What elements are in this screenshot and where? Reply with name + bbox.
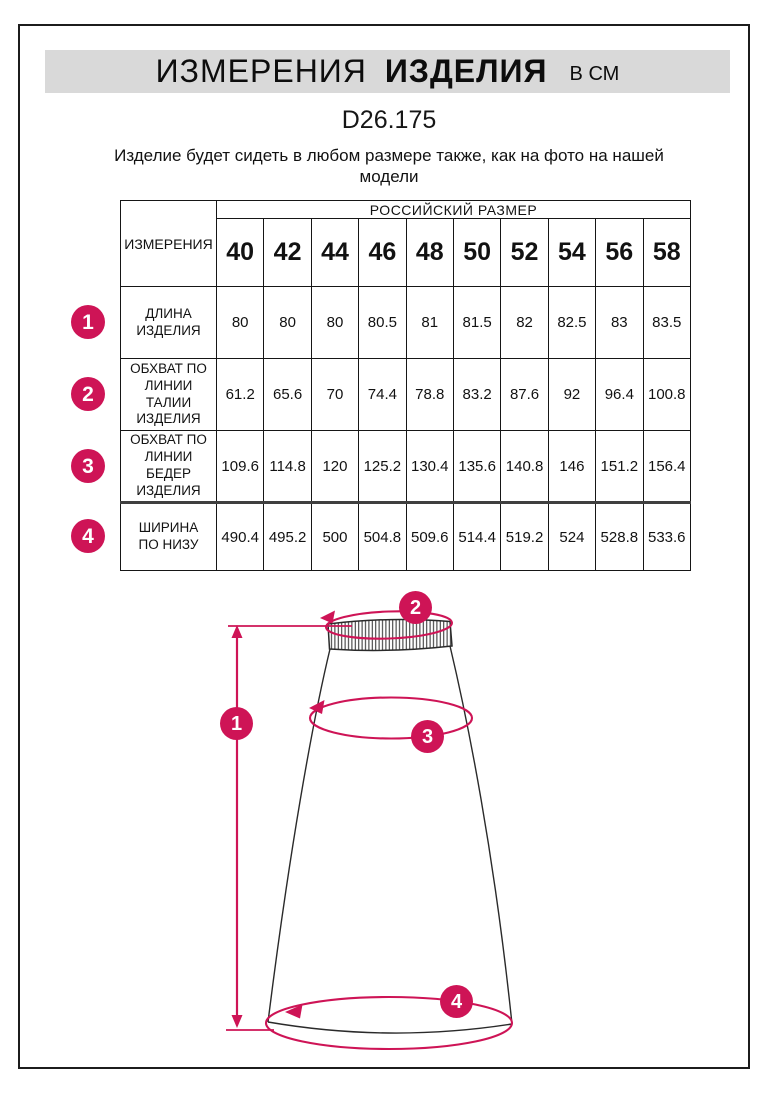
value-cell: 80.5: [359, 287, 406, 359]
row-label: ОБХВАТ ПО ЛИНИИ ТАЛИИ ИЗДЕЛИЯ: [121, 359, 217, 431]
row-badge-3: 3: [71, 449, 105, 483]
value-cell: 130.4: [406, 431, 453, 503]
value-cell: 125.2: [359, 431, 406, 503]
value-cell: 81.5: [453, 287, 500, 359]
corner-label: ИЗМЕРЕНИЯ: [121, 201, 217, 287]
size-header-48: 48: [406, 219, 453, 287]
value-cell: 81: [406, 287, 453, 359]
waistband: [328, 620, 452, 651]
table-row-hips: [121, 431, 691, 503]
hip-measure-ellipse: [310, 698, 472, 739]
value-cell: 82.5: [548, 287, 595, 359]
hem-measure-ellipse: [266, 997, 512, 1049]
value-cell: 109.6: [217, 431, 264, 503]
diagram-badge-3: 3: [411, 720, 444, 753]
value-cell: 524: [548, 503, 595, 571]
value-cell: 114.8: [264, 431, 311, 503]
size-header-42: 42: [264, 219, 311, 287]
value-cell: 80: [264, 287, 311, 359]
page-title-word2: ИЗДЕЛИЯ: [384, 53, 548, 89]
group-header: РОССИЙСКИЙ РАЗМЕР: [217, 201, 691, 219]
value-cell: 80: [311, 287, 358, 359]
value-cell: 519.2: [501, 503, 548, 571]
table-row-bottom-width: [121, 503, 691, 571]
value-cell: 74.4: [359, 359, 406, 431]
value-cell: 80: [217, 287, 264, 359]
value-cell: 78.8: [406, 359, 453, 431]
model-number: D26.175: [341, 106, 437, 134]
value-cell: 100.8: [643, 359, 690, 431]
row-label: ДЛИНА ИЗДЕЛИЯ: [121, 287, 217, 359]
diagram-badge-4: 4: [440, 985, 473, 1018]
value-cell: 83.5: [643, 287, 690, 359]
skirt-technical-drawing: [0, 580, 778, 1080]
page-title-units: В СМ: [569, 63, 620, 85]
value-cell: 70: [311, 359, 358, 431]
row-badge-1: 1: [71, 305, 105, 339]
value-cell: 140.8: [501, 431, 548, 503]
table-row-waist: [121, 359, 691, 431]
size-header-58: 58: [643, 219, 690, 287]
fit-description: Изделие будет сидеть в любом размере также, как на фото на нашей модели: [114, 146, 664, 186]
value-cell: 151.2: [596, 431, 643, 503]
value-cell: 514.4: [453, 503, 500, 571]
size-header-54: 54: [548, 219, 595, 287]
skirt-right-seam: [450, 646, 512, 1024]
size-header-50: 50: [453, 219, 500, 287]
skirt-hem-line: [268, 1022, 512, 1033]
size-table: [120, 200, 691, 571]
size-header-56: 56: [596, 219, 643, 287]
size-header-40: 40: [217, 219, 264, 287]
value-cell: 528.8: [596, 503, 643, 571]
value-cell: 87.6: [501, 359, 548, 431]
value-cell: 82: [501, 287, 548, 359]
value-cell: 509.6: [406, 503, 453, 571]
waist-arrowhead: [320, 611, 335, 624]
row-badge-4: 4: [71, 519, 105, 553]
value-cell: 65.6: [264, 359, 311, 431]
value-cell: 83.2: [453, 359, 500, 431]
length-arrowhead-up: [232, 625, 243, 638]
size-header-44: 44: [311, 219, 358, 287]
size-header-46: 46: [359, 219, 406, 287]
value-cell: 156.4: [643, 431, 690, 503]
value-cell: 120: [311, 431, 358, 503]
table-row-length: [121, 287, 691, 359]
value-cell: 135.6: [453, 431, 500, 503]
value-cell: 146: [548, 431, 595, 503]
page-title-word1: ИЗМЕРЕНИЯ: [155, 53, 367, 89]
row-label: ШИРИНА ПО НИЗУ: [121, 503, 217, 571]
size-header-52: 52: [501, 219, 548, 287]
value-cell: 92: [548, 359, 595, 431]
value-cell: 500: [311, 503, 358, 571]
row-label: ОБХВАТ ПО ЛИНИИ БЕДЕР ИЗДЕЛИЯ: [121, 431, 217, 503]
diagram-badge-2: 2: [399, 591, 432, 624]
value-cell: 490.4: [217, 503, 264, 571]
value-cell: 495.2: [264, 503, 311, 571]
title-band: [45, 50, 730, 93]
value-cell: 61.2: [217, 359, 264, 431]
value-cell: 533.6: [643, 503, 690, 571]
length-arrowhead-down: [232, 1015, 243, 1028]
value-cell: 83: [596, 287, 643, 359]
diagram-badge-1: 1: [220, 707, 253, 740]
value-cell: 504.8: [359, 503, 406, 571]
row-badge-2: 2: [71, 377, 105, 411]
value-cell: 96.4: [596, 359, 643, 431]
